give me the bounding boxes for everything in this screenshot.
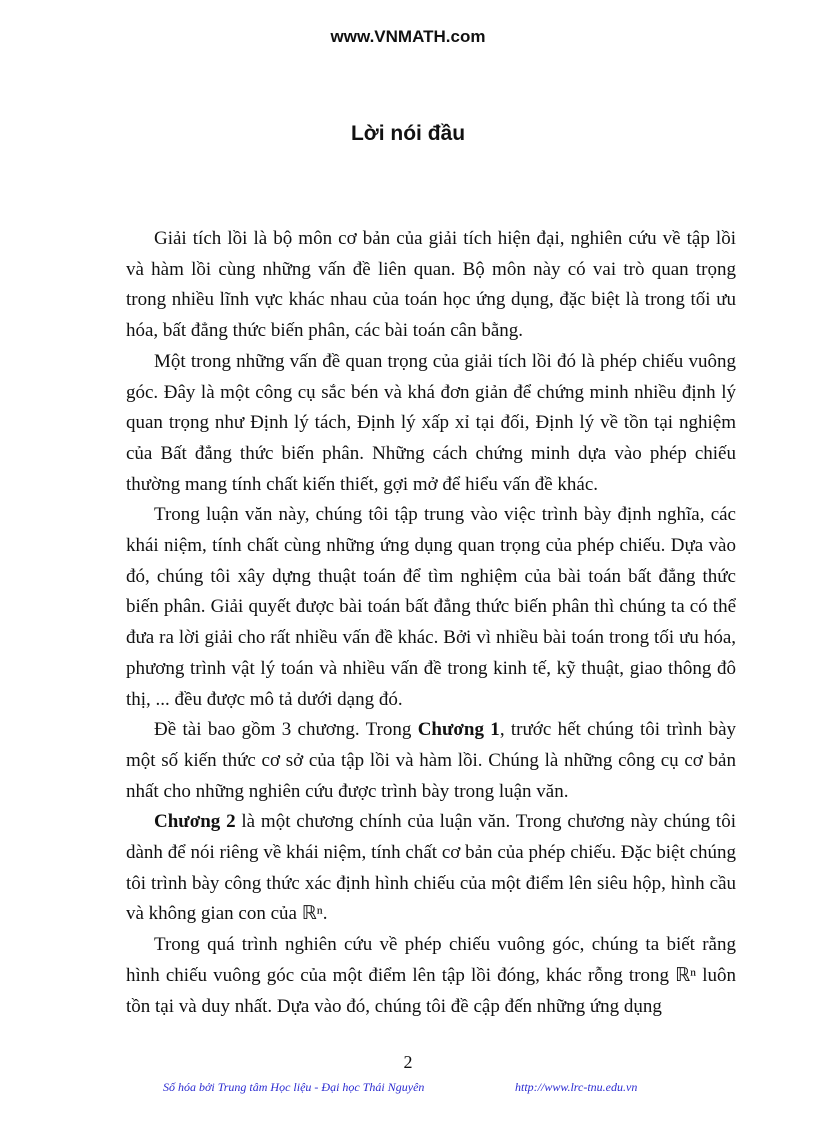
- paragraph-4: [126, 715, 736, 807]
- paragraph-2: Một trong những vấn đề quan trọng của giải tích lồi đó là phép chiếu vuông góc. Đây là một công cụ sắc bén và khá đơn giản để chứng minh nhiều định lý quan trọng như Định lý tách, Định lý xấp xỉ tại đối, Định lý về tồn tại nghiệm của Bất đẳng thức biến phân. Những cách chứng minh dựa vào phép chiếu thường mang tính chất kiến thiết, gợi mở để hiểu vấn đề khác.: [126, 350, 736, 495]
- page-title: Lời nói đầu: [350, 122, 466, 145]
- paragraph-5-text: là một chương chính của luận văn. Trong chương này chúng tôi dành để nói riêng về khái niệm, tính chất cơ bản của phép chiếu. Đặc biệt chúng tôi trình bày công thức xác định hình chiếu của một điểm lên siêu hộp, hình cầu và không gian con của: [126, 811, 736, 925]
- paragraph-3: Trong luận văn này, chúng tôi tập trung vào việc trình bày định nghĩa, các khái niệm, tính chất cùng những ứng dụng quan trọng của phép chiếu. Dựa vào đó, chúng tôi xây dựng thuật toán để tìm nghiệm của bài toán bất đẳng thức biến phân. Giải quyết được bài toán bất đẳng thức biến phân thì chúng ta có thể đưa ra lời giải cho rất nhiều vấn đề khác. Bởi vì nhiều bài toán trong tối ưu hóa, phương trình vật lý toán và nhiều vấn đề trong kinh tế, kỹ thuật, giao thông đô thị, ... đều được mô tả dưới dạng đó.: [126, 504, 736, 710]
- paragraph-6-text: Trong quá trình nghiên cứu về phép chiếu vuông góc, chúng ta biết rằng hình chiếu vuông góc của một điểm lên tập lồi đóng, khác rỗng trong: [126, 934, 736, 986]
- chapter-2-label: Chương 2: [154, 811, 236, 833]
- math-rn: ℝⁿ: [301, 903, 323, 925]
- body-text: [126, 224, 736, 1022]
- site-header: www.VNMATH.com: [330, 27, 486, 46]
- chapter-1-label: Chương 1: [417, 719, 500, 741]
- paragraph-5: [126, 807, 736, 930]
- paragraph-6-end: luôn tồn tại và duy nhất. Dựa vào đó, chúng tôi đề cập đến những ứng dụng: [126, 964, 736, 1017]
- paragraph-4-after: , trước hết chúng tôi trình bày một số kiến thức cơ sở của tập lồi và hàm lồi. Chúng là những công cụ cơ bản nhất cho những nghiên cứu được trình bày trong luận văn.: [126, 719, 737, 802]
- page-number: 2: [403, 1052, 413, 1072]
- paragraph-4-before: Đề tài bao gồm 3 chương. Trong: [154, 719, 418, 741]
- footer-source: Số hóa bởi Trung tâm Học liệu - Đại học Thái Nguyên: [163, 1080, 425, 1094]
- paragraph-6: [126, 930, 736, 1022]
- math-rn: ℝⁿ: [675, 964, 697, 986]
- paragraph-5-end: .: [322, 903, 328, 925]
- footer-url[interactable]: http://www.lrc-tnu.edu.vn: [515, 1080, 638, 1094]
- paragraph-1: Giải tích lồi là bộ môn cơ bản của giải tích hiện đại, nghiên cứu về tập lồi và hàm lồi cùng những vấn đề liên quan. Bộ môn này có vai trò quan trọng trong nhiều lĩnh vực khác nhau của toán học ứng dụng, đặc biệt là trong tối ưu hóa, bất đẳng thức biến phân, các bài toán cân bằng.: [126, 228, 736, 342]
